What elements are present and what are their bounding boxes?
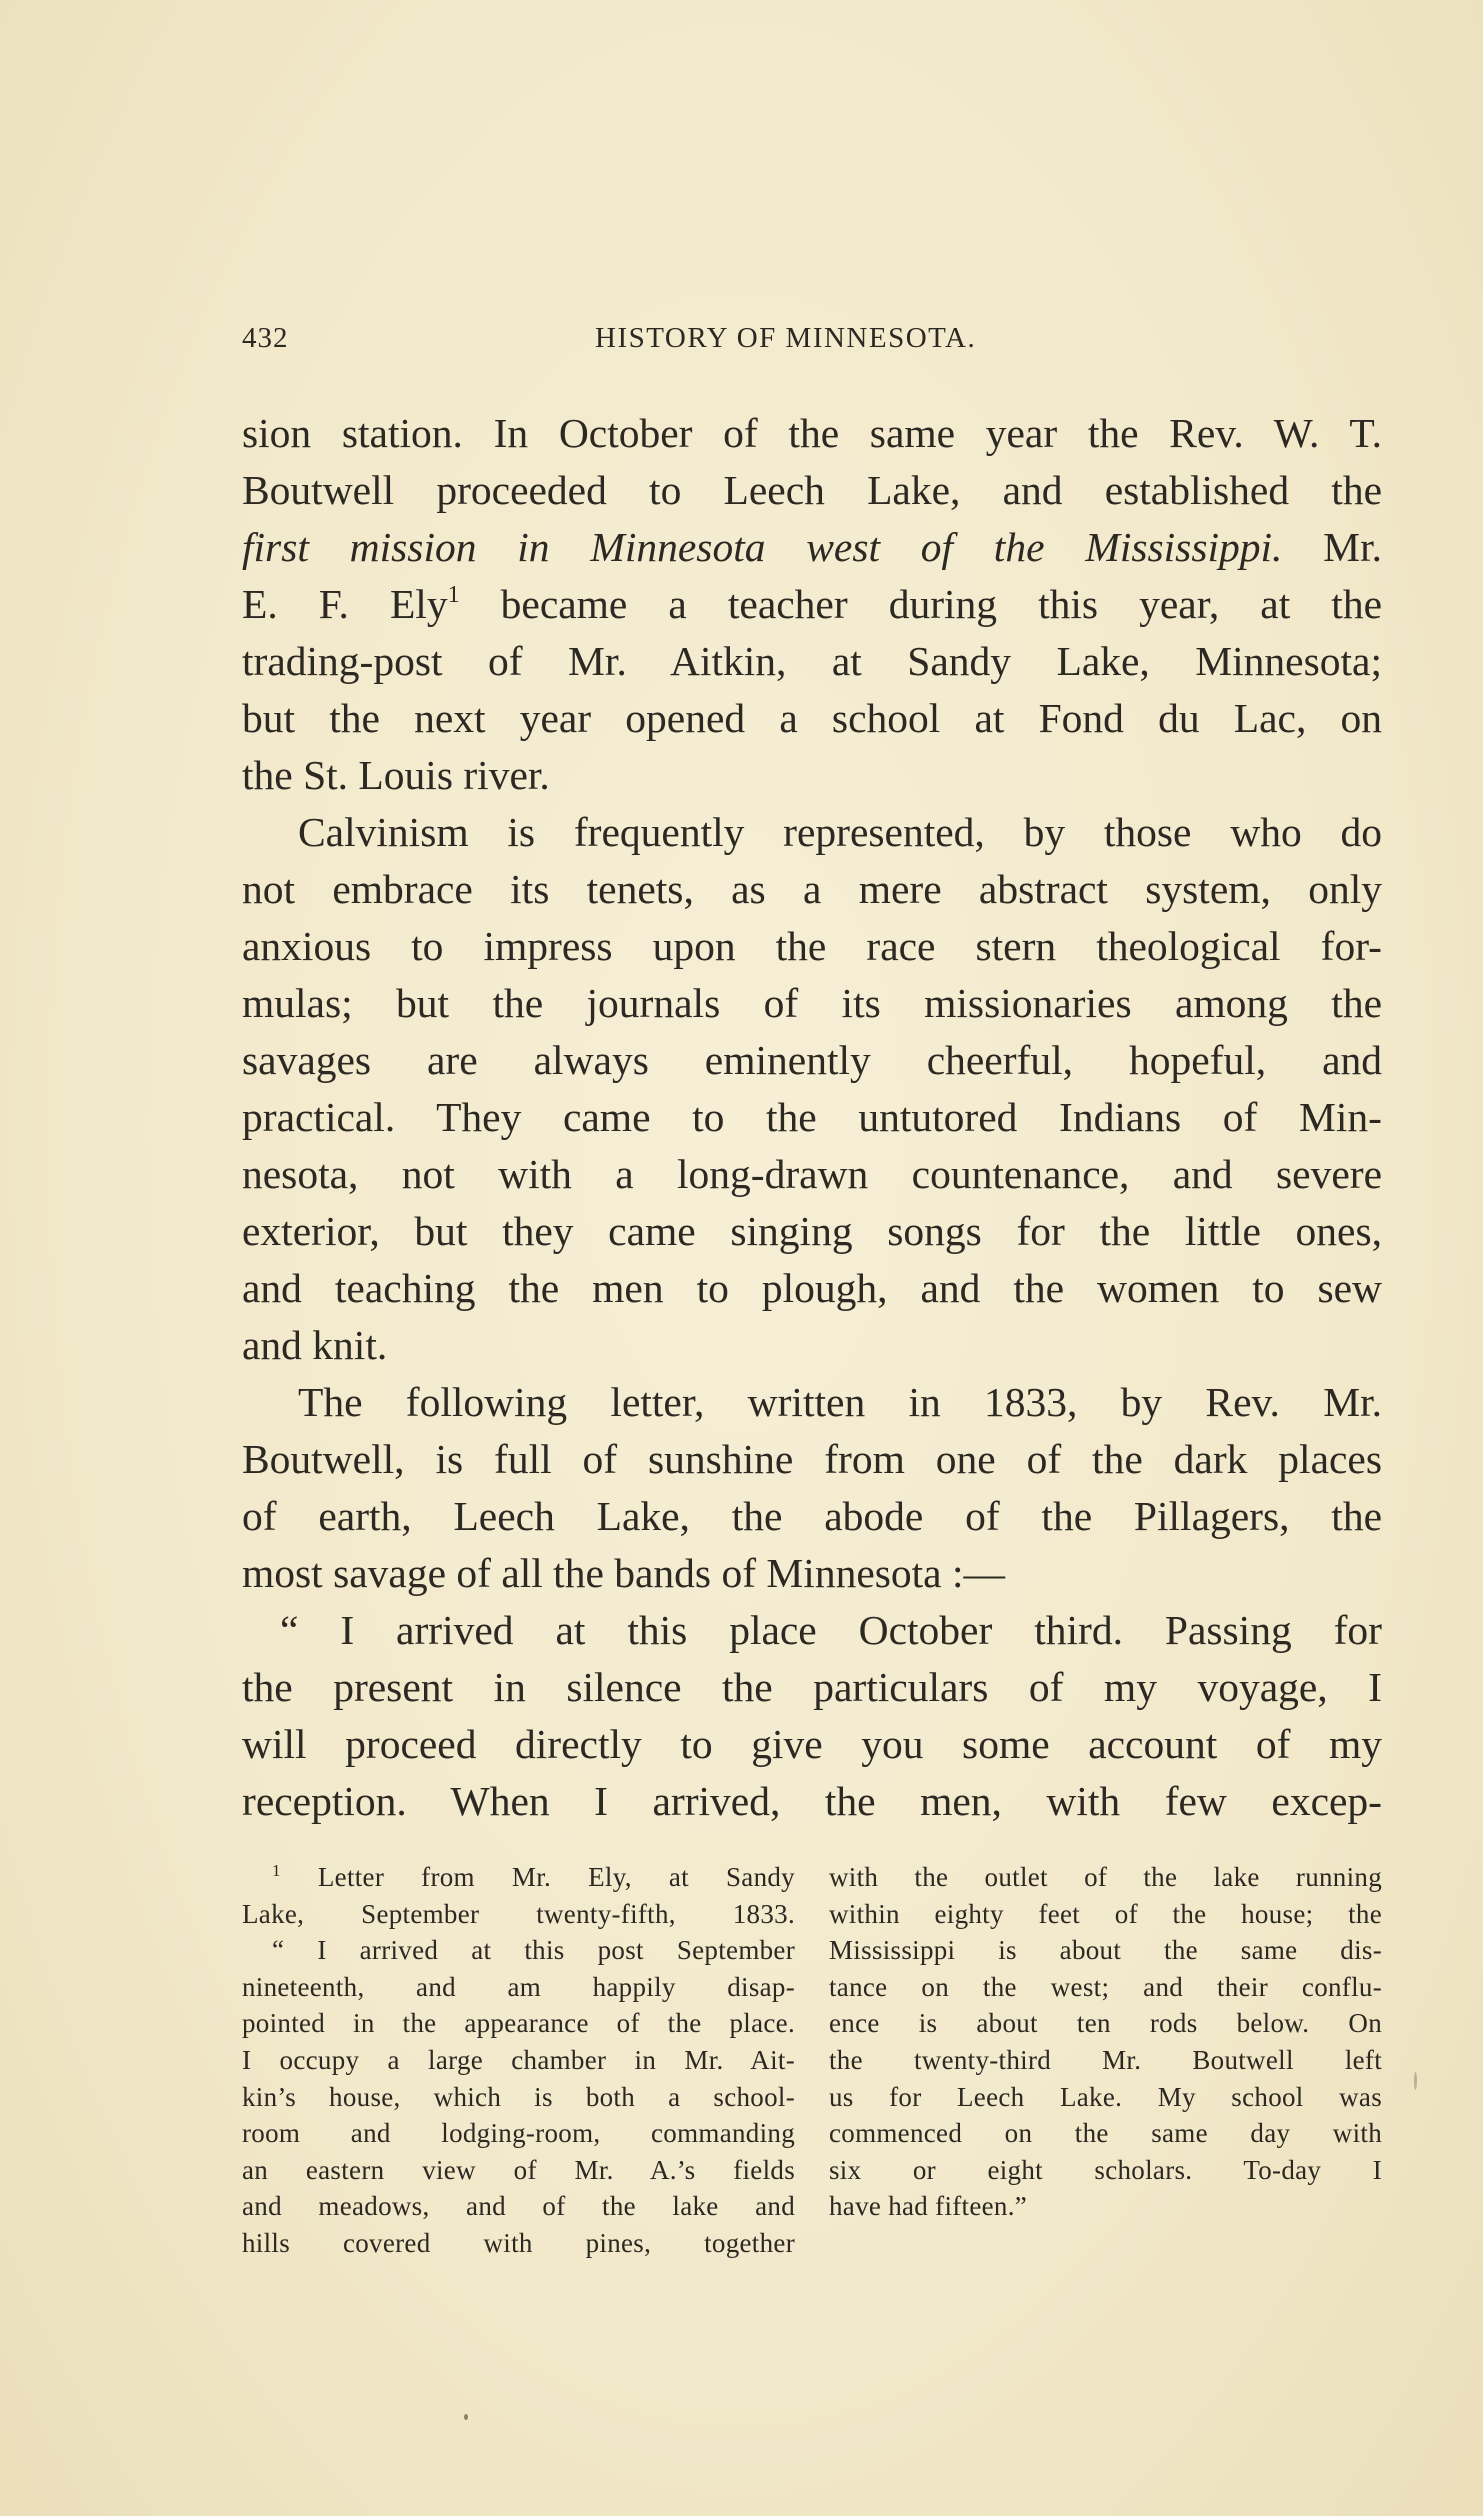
text-line: not embrace its tenets, as a mere abstract system, only bbox=[242, 866, 1382, 912]
footnote-line: an eastern view of Mr. A.’s fields bbox=[242, 2154, 795, 2185]
text-line: exterior, but they came singing songs for the little ones, bbox=[242, 1208, 1382, 1254]
footnote-line: “ I arrived at this post September bbox=[272, 1935, 795, 1966]
text-line: the present in silence the particulars of my voyage, I bbox=[242, 1664, 1382, 1710]
footnote-line: us for Leech Lake. My school was bbox=[829, 2081, 1382, 2112]
text-line: Calvinism is frequently represented, by those who do bbox=[298, 809, 1382, 855]
text-run: Letter from Mr. Ely, at Sandy bbox=[280, 1862, 795, 1892]
footnote-line: have had fifteen.” bbox=[829, 2191, 1028, 2222]
text-line: anxious to impress upon the race stern theological for- bbox=[242, 923, 1382, 969]
footnote-line: nineteenth, and am happily disap- bbox=[242, 1971, 795, 2002]
footnote-line: the twenty-third Mr. Boutwell left bbox=[829, 2044, 1382, 2075]
text-line: and teaching the men to plough, and the women to sew bbox=[242, 1265, 1382, 1311]
footnotes bbox=[242, 1859, 1382, 2329]
text-line: sion station. In October of the same year the Rev. W. T. bbox=[242, 410, 1382, 456]
text-line: most savage of all the bands of Minnesota :— bbox=[242, 1550, 1005, 1596]
paper-speck bbox=[464, 2414, 468, 2420]
footnote-line bbox=[242, 1859, 795, 1896]
footnote-line: ence is about ten rods below. On bbox=[829, 2008, 1382, 2039]
text-line: will proceed directly to give you some account of my bbox=[242, 1721, 1382, 1767]
footnote-line: room and lodging-room, commanding bbox=[242, 2118, 795, 2149]
italic-phrase: first mission in Minnesota west of the Mississippi. bbox=[242, 524, 1283, 570]
footnote-line: six or eight scholars. To-day I bbox=[829, 2154, 1382, 2185]
footnote-line: with the outlet of the lake running bbox=[829, 1862, 1382, 1892]
footnote-line: I occupy a large chamber in Mr. Ait- bbox=[242, 2044, 795, 2075]
text-run: E. F. Ely bbox=[242, 581, 448, 627]
text-line bbox=[242, 576, 1382, 633]
text-line: nesota, not with a long-drawn countenance, and severe bbox=[242, 1151, 1382, 1197]
footnote-line: pointed in the appearance of the place. bbox=[242, 2008, 795, 2039]
footnote-line: within eighty feet of the house; the bbox=[829, 1898, 1382, 1929]
footnote-marker: 1 bbox=[447, 582, 460, 608]
text-line: “ I arrived at this place October third. Passing for bbox=[280, 1607, 1382, 1653]
page-number: 432 bbox=[242, 322, 289, 354]
paper-speck bbox=[1414, 2072, 1417, 2090]
text-line: savages are always eminently cheerful, hopeful, and bbox=[242, 1037, 1382, 1083]
text-line: trading-post of Mr. Aitkin, at Sandy Lake, Minnesota; bbox=[242, 638, 1382, 684]
text-line: The following letter, written in 1833, by Rev. Mr. bbox=[298, 1379, 1382, 1425]
running-title: HISTORY OF MINNESOTA. bbox=[595, 322, 977, 354]
footnote-column-right bbox=[829, 1859, 1382, 2225]
text-line: and knit. bbox=[242, 1322, 388, 1368]
footnote-line: Mississippi is about the same dis- bbox=[829, 1935, 1382, 1966]
text-line: Boutwell, is full of sunshine from one of the dark places bbox=[242, 1436, 1382, 1482]
footnote-line: and meadows, and of the lake and bbox=[242, 2191, 795, 2222]
running-header bbox=[242, 322, 1242, 362]
text-line: of earth, Leech Lake, the abode of the Pillagers, the bbox=[242, 1493, 1382, 1539]
footnote-line: commenced on the same day with bbox=[829, 2118, 1382, 2149]
text-line: mulas; but the journals of its missionaries among the bbox=[242, 980, 1382, 1026]
text-line: the St. Louis river. bbox=[242, 752, 550, 798]
footnote-column-left bbox=[242, 1859, 795, 2262]
footnote-line: hills covered with pines, together bbox=[242, 2227, 795, 2258]
footnote-number: 1 bbox=[272, 1861, 281, 1880]
text-line: Boutwell proceeded to Leech Lake, and established the bbox=[242, 467, 1382, 513]
text-line: practical. They came to the untutored Indians of Min- bbox=[242, 1094, 1382, 1140]
footnote-line: Lake, September twenty-fifth, 1833. bbox=[242, 1898, 795, 1929]
text-run: became a teacher during this year, at the bbox=[459, 581, 1382, 627]
text-run: Mr. bbox=[1282, 524, 1382, 570]
text-line bbox=[242, 519, 1382, 576]
text-line: but the next year opened a school at Fond du Lac, on bbox=[242, 695, 1382, 741]
footnote-line: tance on the west; and their conflu- bbox=[829, 1971, 1382, 2002]
footnote-line: kin’s house, which is both a school- bbox=[242, 2081, 795, 2112]
text-line: reception. When I arrived, the men, with few excep- bbox=[242, 1778, 1382, 1824]
body-text bbox=[242, 405, 1382, 1830]
